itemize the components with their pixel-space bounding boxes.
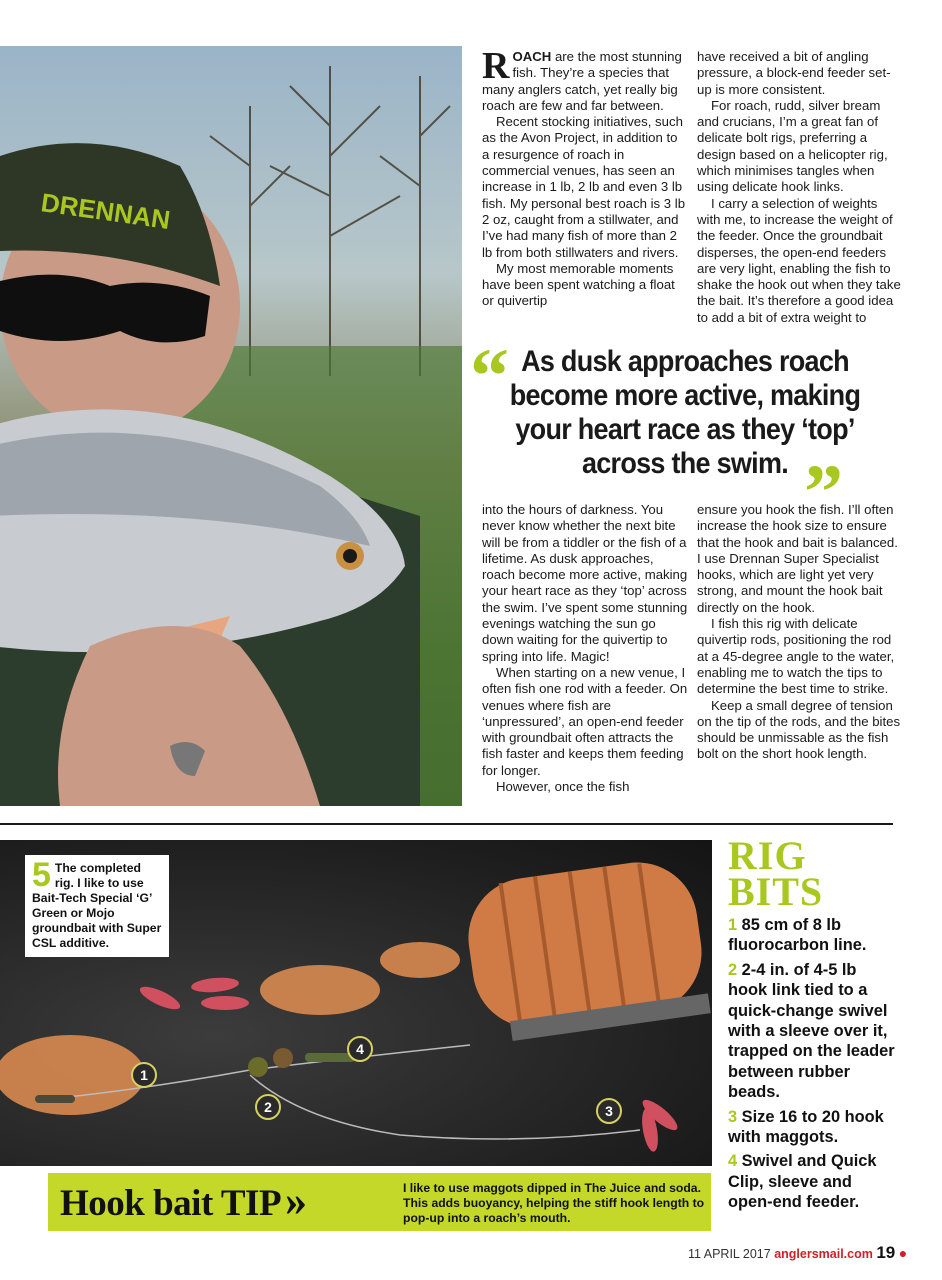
angler-roach-photo [0, 46, 462, 806]
page-footer [688, 1243, 907, 1263]
rig-bits-list [728, 915, 900, 1217]
rig-bits-title: RIG BITS [728, 833, 824, 914]
paragraph: I fish this rig with delicate quivertip rods, positioning the rod at a 45-degree angle to the water, enabling me to watch the tips to determine the best time to strike. [697, 616, 895, 697]
callout-1: 1 [131, 1062, 157, 1088]
list-item: 2 2-4 in. of 4-5 lb hook link tied to a quick-change swivel with a sleeve over it, trapped on the leader between rubber beads. [728, 960, 895, 1102]
callout-3: 3 [596, 1098, 622, 1124]
paragraph: Recent stocking initiatives, such as the Avon Project, in addition to a resurgence of roach in commercial venues, has seen an increase in 1 lb, 2 lb and even 3 lb fish. My personal best roach is 3 lb 2 oz, caught from a stillwater, and I’ve had many fish of more than 2 lb from both stillwaters and rivers. [482, 114, 686, 260]
paragraph: However, once the fish [496, 779, 630, 795]
paragraph: My most memorable moments have been spent watching a float or quivertip [482, 260, 675, 309]
callout-4: 4 [347, 1036, 373, 1062]
caption-text: The completed rig. I like to use Bait-Tech Special ‘G’ Green or Mojo groundbait with Super CSL additive. [32, 861, 162, 950]
open-quote-icon: “ [470, 332, 509, 419]
cap-logo-text: DRENNAN [39, 187, 173, 236]
callout-2: 2 [255, 1094, 281, 1120]
double-chevron-icon: » [285, 1176, 307, 1225]
article-col1-bottom [482, 502, 688, 795]
site-link[interactable]: anglersmail.com [774, 1247, 873, 1261]
article-col2-top [697, 49, 902, 326]
tip-title: Hook bait TIP» [60, 1176, 307, 1225]
bullet-icon: ● [898, 1245, 908, 1261]
paragraph: have received a bit of angling pressure, a block-end feeder set-up is more consistent. [697, 49, 891, 97]
issue-date: 11 APRIL 2017 [688, 1247, 771, 1261]
article-col1-top [482, 45, 688, 310]
photo-caption [25, 855, 169, 957]
paragraph: I carry a selection of weights with me, to increase the weight of the feeder. Once the groundbait disperses, the open-end feeders are very light, enabling the fish to shake the hook out when they take the bait. It’s therefore a good idea to add a bit of extra weight to [697, 195, 901, 325]
angler-illustration [0, 46, 462, 806]
paragraph: are the most stunning fish. They’re a species that many anglers catch, yet really big roach are few and far between. [482, 49, 682, 113]
pull-quote-text: As dusk approaches roach become more active, making your heart race as they ‘top’ across the swim. [509, 345, 861, 480]
paragraph: For roach, rudd, silver bream and crucians, I’m a great fan of delicate bolt rigs, preferring a design based on a helicopter rig, which minimises tangles when using delicate hook links. [697, 97, 888, 195]
list-item: 1 85 cm of 8 lb fluorocarbon line. [728, 916, 867, 955]
lead-word: OACH [512, 49, 552, 64]
section-divider [0, 823, 893, 825]
close-quote-icon: ” [804, 448, 843, 535]
paragraph: into the hours of darkness. You never know whether the next bite will be from a tiddler or the fish of a lifetime. As dusk approaches, roach become more active, making your heart race as they ‘top’ across the swim. I’ve spent some stunning evenings watching the sun go down waiting for the quivertip to spring into life. Magic! [482, 502, 688, 664]
tip-text: I like to use maggots dipped in The Juice and soda. This adds buoyancy, helping the stiff hook length to pop-up into a roach’s mouth. [403, 1181, 705, 1225]
paragraph: ensure you hook the fish. I’ll often increase the hook size to ensure that the hook and bait is balanced. I use Drennan Super Specialist hooks, which are light yet very strong, and mount the hook bait directly on the hook. [697, 502, 898, 615]
page-number: 19 [876, 1243, 896, 1262]
paragraph: When starting on a new venue, I often fish one rod with a feeder. On venues where fish are ‘unpressured’, an open-end feeder with groundbait often attracts the fish faster and keeps them feeding for longer. [482, 664, 688, 778]
dropcap: R [482, 45, 510, 87]
list-item: 4 Swivel and Quick Clip, sleeve and open-end feeder. [728, 1152, 877, 1212]
caption-number: 5 [32, 856, 51, 894]
article-col2-bottom [697, 502, 902, 763]
list-item: 3 Size 16 to 20 hook with maggots. [728, 1107, 884, 1147]
paragraph: Keep a small degree of tension on the tip of the rods, and the bites should be unmissable as the fish bolt on the short hook length. [697, 697, 901, 762]
